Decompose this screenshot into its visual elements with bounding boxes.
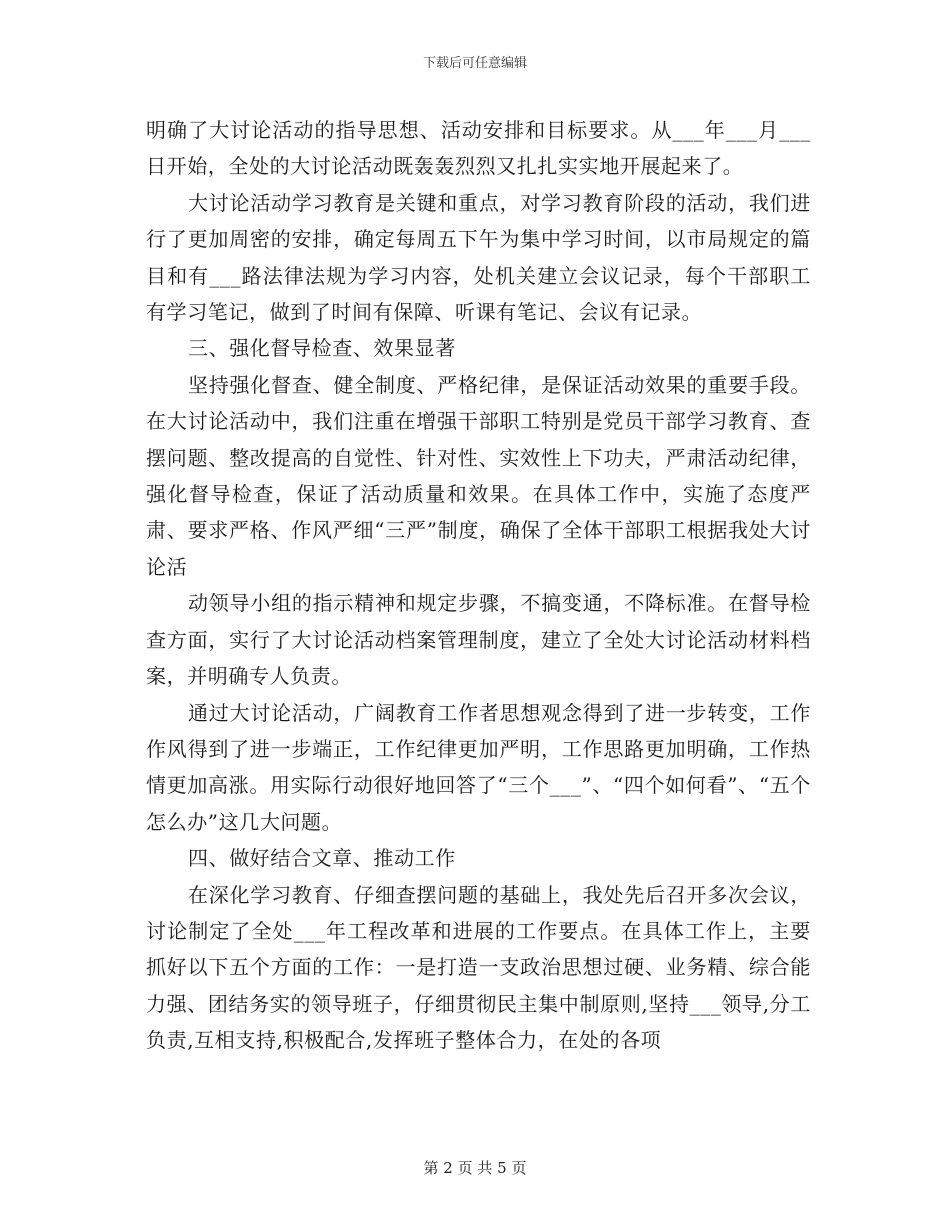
section-heading-3: 三、强化督导检查、效果显著	[188, 336, 456, 361]
paragraph-8: 在深化学习教育、仔细查摆问题的基础上，我处先后召开多次会议，讨论制定了全处___年工程改革和进展的工作要点。在具体工作上，主要抓好以下五个方面的工作：一是打造一支政治思想过硬、业务精、综合能力强、团结务实的领导班子，仔细贯彻民主集中制原则,坚持___领导,分工负责,互相支持,积极配合,发挥班子整体合力，在处的各项	[146, 882, 811, 1053]
page-header-note: 下载后可任意编辑	[422, 56, 527, 71]
paragraph-1: 明确了大讨论活动的指导思想、活动安排和目标要求。从___年___月___日开始，全处的大讨论活动既轰轰烈烈又扎扎实实地开展起来了。	[146, 118, 811, 179]
section-heading-4: 四、做好结合文章、推动工作	[188, 846, 456, 871]
paragraph-6: 通过大讨论活动，广阔教育工作者思想观念得到了进一步转变，工作作风得到了进一步端正，工作纪律更加严明，工作思路更加明确，工作热情更加高涨。用实际行动很好地回答了“三个___”、“四个如何看”、“五个怎么办”这几大问题。	[146, 700, 811, 834]
paragraph-5: 动领导小组的指示精神和规定步骤，不搞变通，不降标准。在督导检查方面，实行了大讨论活动档案管理制度，建立了全处大讨论活动材料档案，并明确专人负责。	[146, 591, 811, 689]
document-body	[146, 112, 811, 1059]
paragraph-4: 坚持强化督查、健全制度、严格纪律，是保证活动效果的重要手段。在大讨论活动中，我们注重在增强干部职工特别是党员干部学习教育、查摆问题、整改提高的自觉性、针对性、实效性上下功夫，严肃活动纪律，强化督导检查，保证了活动质量和效果。在具体工作中，实施了态度严肃、要求严格、作风严细“三严”制度，确保了全体干部职工根据我处大讨论活	[146, 372, 811, 579]
page-number-footer: 第 2 页 共 5 页	[423, 1159, 527, 1177]
paragraph-2: 大讨论活动学习教育是关键和重点，对学习教育阶段的活动，我们进行了更加周密的安排，确定每周五下午为集中学习时间，以市局规定的篇目和有___路法律法规为学习内容，处机关建立会议记录，每个干部职工有学习笔记，做到了时间有保障、听课有笔记、会议有记录。	[146, 190, 811, 325]
